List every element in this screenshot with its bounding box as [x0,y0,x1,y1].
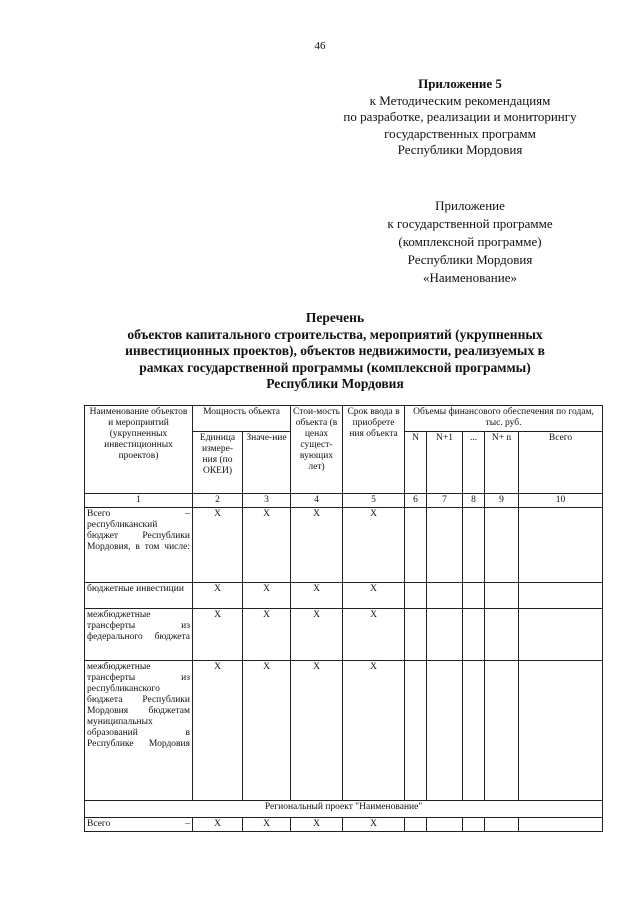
header-year-n: N [405,432,427,494]
row-label: межбюджетные трансферты из федерального бюджета [85,609,193,661]
row-mark: X [291,609,343,661]
column-number: 1 [85,494,193,508]
row-mark: X [243,609,291,661]
header-year-nn: N+ n [485,432,519,494]
title-line: рамках государственной программы (комплексной программы) [139,359,531,375]
page-number: 46 [314,40,326,52]
table-row [85,818,603,832]
annex-line: Республики Мордовия [407,252,533,267]
column-number: 6 [405,494,427,508]
table-row [85,583,603,609]
column-number: 7 [427,494,463,508]
title-line: инвестиционных проектов), объектов недвижимости, реализуемых в [125,343,545,358]
column-number: 8 [463,494,485,508]
row-mark: X [193,583,243,609]
row-mark: X [291,508,343,583]
annex-line: (комплексной программе) [398,234,542,249]
row-mark: X [343,609,405,661]
title-line: объектов капитального строительства, мероприятий (укрупненных [127,326,543,342]
column-number: 10 [519,494,603,508]
row-mark: X [193,661,243,801]
title-line: Республики Мордовия [266,376,404,391]
row-mark: X [343,583,405,609]
annex5-title: Приложение 5 [418,76,502,91]
regional-project-row [85,801,603,818]
header-deadline: Срок ввода в приобрете ния объекта [343,406,405,494]
row-mark: X [343,661,405,801]
annex5-line: государственных программ [384,125,536,141]
annex-line: Приложение [435,198,505,213]
table-row [85,661,603,801]
header-capacity: Мощность объекта [193,406,291,432]
column-number: 3 [243,494,291,508]
table-row [85,609,603,661]
annex5-line: к Методическим рекомендациям [369,92,551,108]
annex-line: к государственной программе [387,216,553,231]
row-label: Всего – [85,818,193,832]
row-mark: X [243,661,291,801]
row-mark: X [291,818,343,832]
row-mark: X [343,818,405,832]
header-year-dots: ... [463,432,485,494]
row-mark: X [243,508,291,583]
objects-table [84,405,603,832]
row-mark: X [343,508,405,583]
title-line: Перечень [305,310,365,325]
header-unit: Единица измере-ния (по ОКЕИ) [193,432,243,494]
row-label: бюджетные инвестиции [85,583,193,609]
header-year-n1: N+1 [427,432,463,494]
header-funding: Объемы финансового обеспечения по годам, тыс. руб. [405,406,603,432]
document-title [90,310,580,393]
column-number: 5 [343,494,405,508]
annex5-line: по разработке, реализации и мониторингу [343,109,577,124]
header-cost: Стои-мость объекта (в ценах сущест-вующих лет) [291,406,343,494]
annex-line: «Наименование» [423,270,517,285]
row-mark: X [243,583,291,609]
header-value: Значе-ние [243,432,291,494]
row-mark: X [243,818,291,832]
annex-header [350,197,590,287]
column-number: 4 [291,494,343,508]
row-mark: X [193,818,243,832]
column-number: 9 [485,494,519,508]
column-numbers-row [85,494,603,508]
row-mark: X [291,583,343,609]
regional-project-title: Региональный проект "Наименование" [85,801,603,818]
column-number: 2 [193,494,243,508]
row-label: межбюджетные трансферты из республиканского бюджета Республики Мордовия бюджетам муниципальных образований в Республике Мордовия [85,661,193,801]
annex5-header [300,76,620,159]
row-label: Всего – республиканский бюджет Республики Мордовия, в том числе: [85,508,193,583]
header-name: Наименование объектов и мероприятий (укрупненных инвестиционных проектов) [85,406,193,494]
row-mark: X [193,508,243,583]
row-mark: X [291,661,343,801]
header-total: Всего [519,432,603,494]
table-row [85,508,603,583]
annex5-line: Республики Мордовия [397,142,523,157]
row-mark: X [193,609,243,661]
